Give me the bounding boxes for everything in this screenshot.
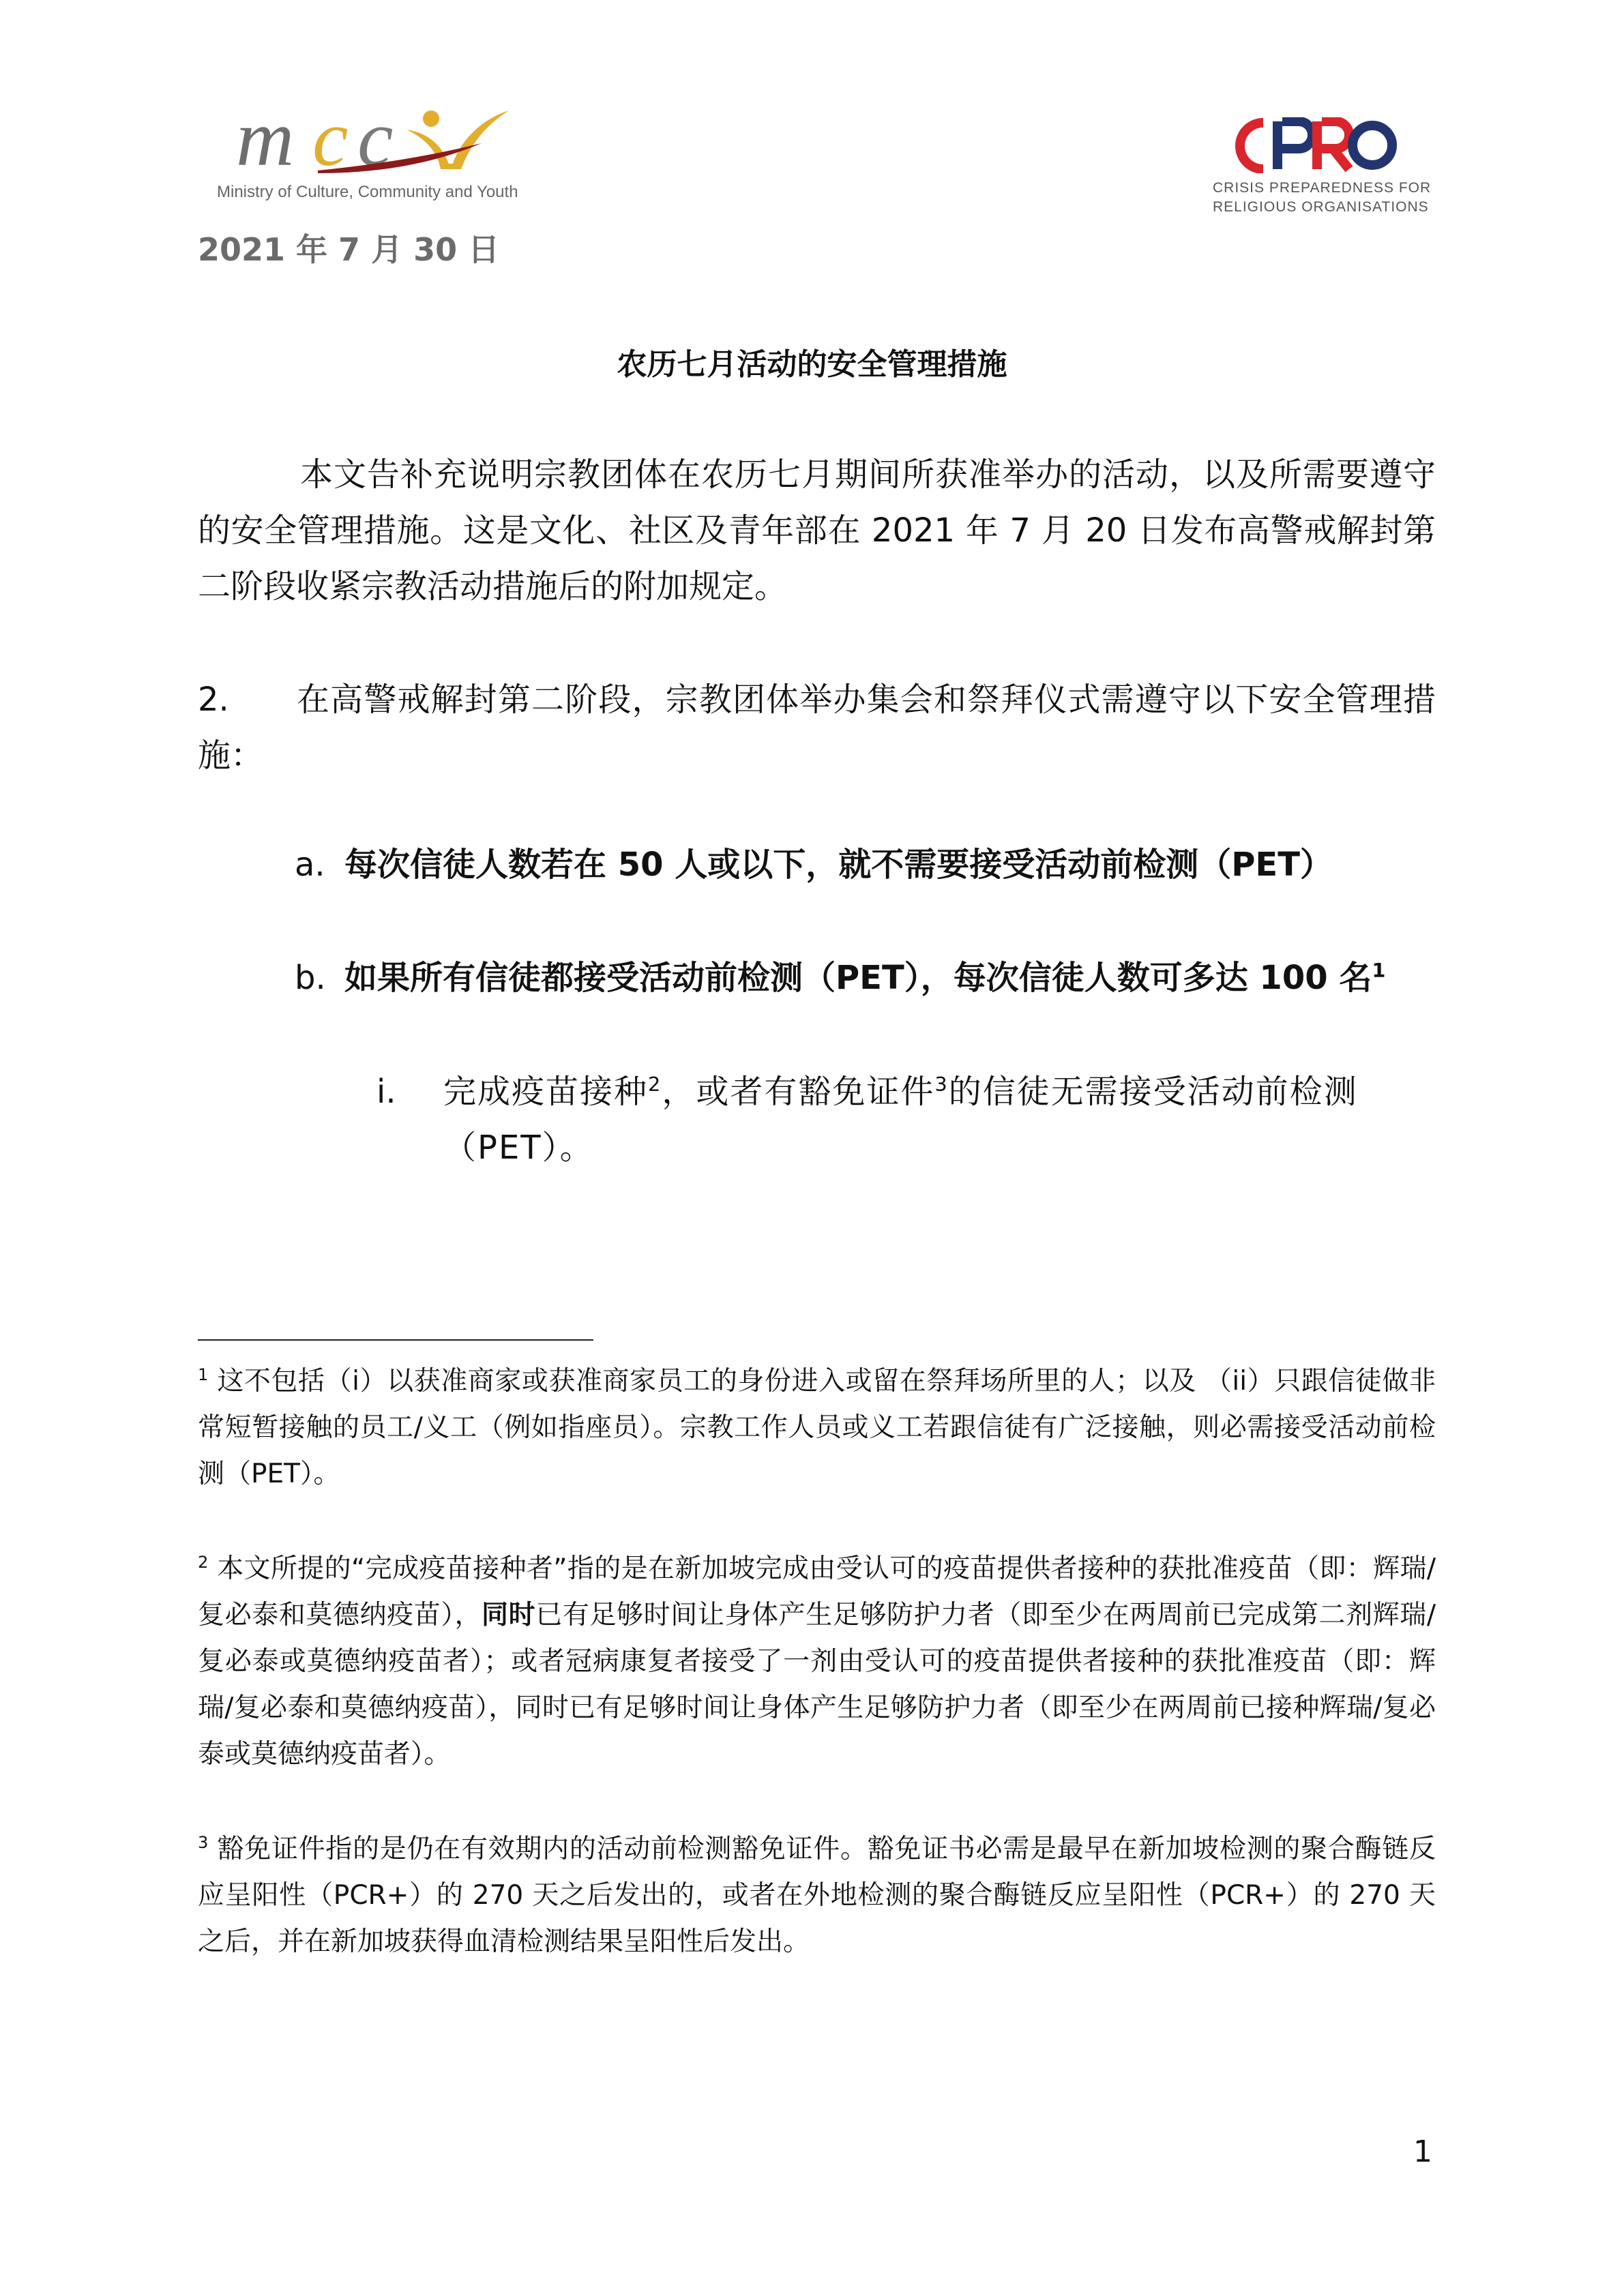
- footnote-ref-2[interactable]: 2: [648, 1073, 662, 1096]
- footnote-2-mark: 2: [198, 1553, 209, 1572]
- svg-text:m: m: [236, 102, 291, 177]
- footnote-2: [198, 1546, 1436, 1778]
- sub-item-part-2: ，或者有豁免证件: [662, 1073, 935, 1111]
- footnote-ref-1[interactable]: 1: [1372, 959, 1386, 982]
- item-a-text: 每次信徒人数若在 50 人或以下，就不需要接受活动前检测（PET）: [344, 846, 1333, 884]
- paragraph-2-text: 在高警戒解封第二阶段，宗教团体举办集会和祭拜仪式需遵守以下安全管理措施：: [198, 681, 1436, 775]
- document-title: 农历七月活动的安全管理措施: [617, 347, 1007, 382]
- svg-text:c: c: [357, 102, 394, 177]
- item-b-text: [344, 950, 1385, 1006]
- footnote-2-text-before: 本文所提的“完成疫苗接种者”指的是在新加坡完成由受认可的疫苗提供者接种的获批准疫苗（即：辉瑞/复必泰和莫德纳疫苗），: [198, 1553, 1436, 1630]
- footnote-divider: [198, 1339, 593, 1341]
- sub-item-part-1: 完成疫苗接种: [443, 1073, 649, 1111]
- sub-item-i-marker: i.: [377, 1073, 396, 1111]
- footnote-1-mark: 1: [198, 1365, 209, 1384]
- footnote-3: [198, 1826, 1436, 1965]
- cpro-tagline-line-1: CRISIS PREPAREDNESS FOR: [1213, 180, 1432, 196]
- item-a-marker: a.: [295, 846, 325, 884]
- footnote-ref-3[interactable]: 3: [934, 1073, 949, 1096]
- item-b-marker: b.: [295, 959, 326, 997]
- mccy-tagline: Ministry of Culture, Community and Youth: [217, 183, 518, 201]
- cpro-tagline-line-2: RELIGIOUS ORGANISATIONS: [1213, 199, 1429, 215]
- intro-paragraph: 本文告补充说明宗教团体在农历七月期间所获准举办的活动，以及所需要遵守的安全管理措施。这是文化、社区及青年部在 2021 年 7 月 20 日发布高警戒解封第二阶段收紧宗教活动措施后的附加规定。: [198, 456, 1436, 606]
- footnote-1-text: 这不包括（i）以获准商家或获准商家员工的身份进入或留在祭拜场所里的人；以及 （ii）只跟信徒做非常短暂接触的员工/义工（例如指座员）。宗教工作人员或义工若跟信徒有广泛接触，则必需接受活动前检测（PET）。: [198, 1366, 1436, 1489]
- footnote-2-text-after: 已有足够时间让身体产生足够防护力者（即至少在两周前已完成第二剂辉瑞/复必泰或莫德纳疫苗者）；或者冠病康复者接受了一剂由受认可的疫苗提供者接种的获批准疫苗（即：辉瑞/复必泰和莫德纳疫苗），同时已有足够时间让身体产生足够防护力者（即至少在两周前已接种辉瑞/复必泰或莫德纳疫苗者）。: [198, 1600, 1436, 1770]
- sub-item-part-3: 的信徒无需接受活动前检测（PET）。: [443, 1073, 1358, 1167]
- cpro-logo: [1213, 117, 1458, 220]
- cpro-wordmark-graphic: [1233, 117, 1397, 173]
- footnote-1: [198, 1358, 1436, 1497]
- mccy-logo: [217, 102, 544, 211]
- svg-text:c: c: [312, 102, 349, 177]
- footnote-3-text: 豁免证件指的是仍在有效期内的活动前检测豁免证件。豁免证书必需是最早在新加坡检测的聚合酶链反应呈阳性（PCR+）的 270 天之后发出的，或者在外地检测的聚合酶链反应呈阳性（PCR+）的 270 天之后，并在新加坡获得血清检测结果呈阳性后发出。: [198, 1834, 1436, 1957]
- footnote-3-mark: 3: [198, 1833, 209, 1852]
- page-number: 1: [1413, 2134, 1432, 2169]
- document-date: 2021 年 7 月 30 日: [198, 231, 500, 268]
- sub-item-i-text: [443, 1064, 1436, 1176]
- footnote-2-bold-text: 同时: [482, 1600, 536, 1630]
- paragraph-2-number: 2.: [198, 681, 229, 719]
- mccy-wordmark-graphic: [236, 102, 536, 177]
- item-b-label: 如果所有信徒都接受活动前检测（PET），每次信徒人数可多达 100 名: [344, 959, 1372, 997]
